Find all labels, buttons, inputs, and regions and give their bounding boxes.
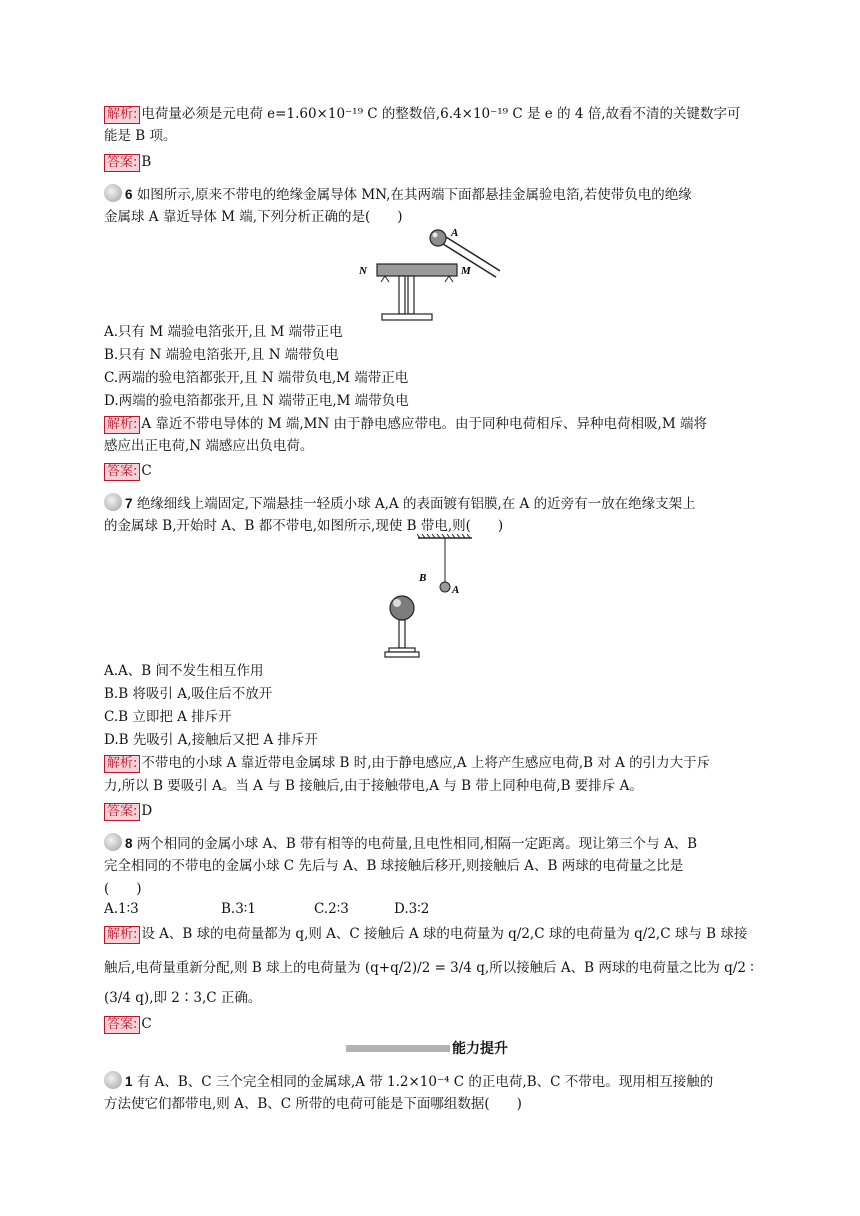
option: B.B 将吸引 A,吸住后不放开 (104, 686, 273, 702)
answer-line (104, 152, 756, 172)
conductor-figure (350, 224, 510, 324)
option: A.1∶3 (104, 901, 139, 917)
label-a: A (452, 584, 460, 596)
stand-base (382, 314, 432, 320)
stand-post (408, 276, 414, 314)
charged-sphere-a (430, 230, 446, 246)
option: A.A、B 间不发生相互作用 (104, 663, 264, 679)
answer-tag: 答案: (104, 463, 140, 481)
option: B.只有 N 端验电箔张开,且 N 端带负电 (104, 347, 339, 363)
answer-value: C (141, 463, 152, 479)
option: D.B 先吸引 A,接触后又把 A 排斥开 (104, 732, 319, 748)
insulating-stand (399, 620, 405, 648)
question-bullet-icon (104, 833, 122, 851)
sphere-highlight (433, 233, 438, 238)
analysis-text: 电荷量必须是元电荷 e=1.60×10⁻¹⁹ C 的整数倍,6.4×10⁻¹⁹ C 是 e 的 4 倍,故看不清的关键数字可 (141, 106, 741, 122)
question-stem (104, 493, 756, 514)
analysis-line: 力,所以 B 要吸引 A。当 A 与 B 接触后,由于接触带电,A 与 B 带上同种电荷,B 要排斥 A。 (104, 778, 643, 794)
metal-sphere-b (390, 596, 414, 620)
answer-value: B (141, 154, 152, 170)
analysis-line: 触后,电荷量重新分配,则 B 球上的电荷量为 (q+q/2)/2 = 3/4 q,所以接触后 A、B 两球的电荷量之比为 q/2 ∶ (104, 960, 754, 976)
label-n: N (359, 265, 367, 277)
question-stem-line: ( ) (104, 881, 142, 897)
option: C.两端的验电箔都张开,且 N 端带负电,M 端带正电 (104, 370, 409, 386)
analysis-line: 感应出正电荷,N 端感应出负电荷。 (104, 438, 314, 454)
analysis-line (104, 104, 756, 124)
question-number: 1 (125, 1074, 133, 1089)
analysis-line (104, 753, 756, 773)
answer-value: C (141, 1016, 152, 1032)
answer-value: D (141, 803, 153, 819)
stem-text: 如图所示,原来不带电的绝缘金属导体 MN,在其两端下面都悬挂金属验电箔,若使带负电的绝缘 (136, 187, 692, 203)
option: D.两端的验电箔都张开,且 N 端带正电,M 端带负电 (104, 393, 409, 409)
question-bullet-icon (104, 1071, 122, 1089)
question-number: 7 (125, 496, 133, 511)
label-a: A (451, 227, 459, 239)
option: C.2∶3 (314, 901, 349, 917)
analysis-text: 设 A、B 球的电荷量都为 q,则 A、C 接触后 A 球的电荷量为 q/2,C 球的电荷量为 q/2,C 球与 B 球接 (141, 926, 748, 942)
option: B.3∶1 (221, 901, 256, 917)
answer-line (104, 801, 756, 821)
analysis-line: 能是 B 项。 (104, 128, 177, 144)
question-stem (104, 184, 756, 205)
option: D.3∶2 (394, 901, 430, 917)
sphere-highlight (393, 599, 401, 607)
analysis-line: (3/4 q),即 2∶3,C 正确。 (104, 990, 262, 1006)
section-header (346, 1038, 526, 1058)
question-stem-line: 方法使它们都带电,则 A、B、C 所带的电荷可能是下面哪组数据( ) (104, 1096, 522, 1112)
stand-post (399, 276, 405, 314)
section-title: 能力提升 (452, 1041, 508, 1057)
analysis-line (104, 414, 756, 434)
question-bullet-icon (104, 184, 122, 202)
label-m: M (461, 265, 471, 277)
ball-a (440, 582, 450, 592)
answer-tag: 答案: (104, 1016, 140, 1034)
question-stem (104, 1071, 756, 1092)
stem-text: 两个相同的金属小球 A、B 带有相等的电荷量,且电性相同,相隔一定距离。现让第三个与 A、B (136, 836, 698, 852)
option: A.只有 M 端验电箔张开,且 M 端带正电 (104, 324, 343, 340)
analysis-line (104, 924, 756, 944)
answer-line (104, 461, 756, 481)
option: C.B 立即把 A 排斥开 (104, 709, 232, 725)
analysis-tag: 解析: (104, 926, 140, 944)
analysis-text: A 靠近不带电导体的 M 端,MN 由于静电感应带电。由于同种电荷相斥、异种电荷相吸,M 端将 (141, 416, 707, 432)
label-b: B (419, 572, 427, 584)
question-stem (104, 833, 756, 854)
question-stem-line: 完全相同的不带电的金属小球 C 先后与 A、B 球接触后移开,则接触后 A、B 两球的电荷量之比是 (104, 858, 684, 874)
question-stem-line: 的金属球 B,开始时 A、B 都不带电,如图所示,现使 B 带电,则( ) (104, 518, 504, 534)
question-number: 6 (125, 187, 133, 202)
stem-text: 有 A、B、C 三个完全相同的金属球,A 带 1.2×10⁻⁴ C 的正电荷,B、C 不带电。现用相互接触的 (136, 1074, 714, 1090)
pendulum-figure (380, 534, 480, 662)
answer-tag: 答案: (104, 154, 140, 172)
question-number: 8 (125, 836, 133, 851)
section-bar (346, 1045, 450, 1052)
stand-base (385, 652, 419, 657)
stem-text: 绝缘细线上端固定,下端悬挂一轻质小球 A,A 的表面镀有铝膜,在 A 的近旁有一放在绝缘支架上 (136, 496, 696, 512)
answer-tag: 答案: (104, 803, 140, 821)
question-stem-line: 金属球 A 靠近导体 M 端,下列分析正确的是( ) (104, 209, 403, 225)
answer-line (104, 1014, 756, 1034)
question-bullet-icon (104, 493, 122, 511)
analysis-tag: 解析: (104, 416, 140, 434)
analysis-tag: 解析: (104, 755, 140, 773)
foil-leaves (381, 276, 453, 282)
conductor-bar (377, 264, 457, 276)
analysis-tag: 解析: (104, 106, 140, 124)
analysis-text: 不带电的小球 A 靠近带电金属球 B 时,由于静电感应,A 上将产生感应电荷,B 对 A 的引力大于斥 (141, 755, 711, 771)
